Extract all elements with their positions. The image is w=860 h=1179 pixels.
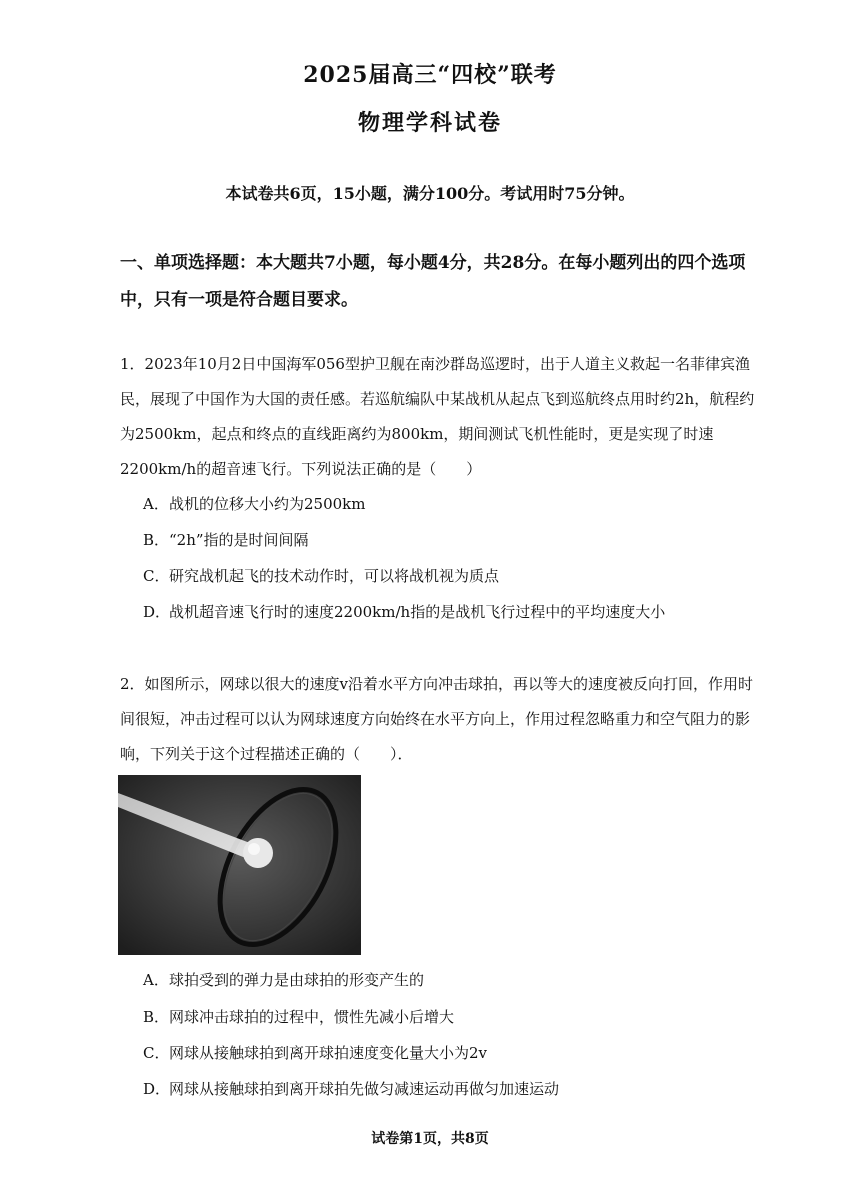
option-text: 网球冲击球拍的过程中，惯性先减小后增大 <box>169 1008 455 1026</box>
option-label: C． <box>143 1044 170 1062</box>
option-label: D． <box>143 603 171 621</box>
option-label: B． <box>143 531 170 549</box>
option-label: B． <box>143 1008 170 1026</box>
option-text: 网球从接触球拍到离开球拍先做匀减速运动再做匀加速运动 <box>169 1080 560 1098</box>
page-footer: 试卷第1页，共8页 <box>371 1131 489 1147</box>
option-label: D． <box>143 1080 171 1098</box>
question-1-option-c <box>143 565 743 586</box>
option-label: A． <box>143 495 169 513</box>
section-heading: 一、单项选择题：本大题共7小题，每小题4分，共28分。在每小题列出的四个选项中，只有一项是符合题目要求。 <box>120 253 746 310</box>
option-label: A． <box>143 971 169 989</box>
exam-title: 2025届高三“四校”联考 <box>303 62 557 88</box>
question-1-stem: 1．2023年10月2日中国海军056型护卫舰在南沙群岛巡逻时，出于人道主义救起一名菲律宾渔民，展现了中国作为大国的责任感。若巡航编队中某战机从起点飞到巡航终点用时约2h，航程约为2500km，起点和终点的直线距离约为800km，期间测试飞机性能时，更是实现了时速2200km/h的超音速飞行。下列说法正确的是（ ） <box>120 355 755 478</box>
question-1-option-b <box>143 529 743 550</box>
question-2-option-b <box>143 1006 743 1027</box>
question-2-stem: 2．如图所示，网球以很大的速度v沿着水平方向冲击球拍，再以等大的速度被反向打回，作用时间很短，冲击过程可以认为网球速度方向始终在水平方向上，作用过程忽略重力和空气阻力的影响，下列关于这个过程描述正确的（ ）． <box>120 675 754 763</box>
exam-subject: 物理学科试卷 <box>357 110 502 136</box>
option-label: C． <box>143 567 170 585</box>
question-1-option-a <box>143 493 743 514</box>
option-text: 网球从接触球拍到离开球拍速度变化量大小为2v <box>169 1044 488 1062</box>
question-2-option-d <box>143 1078 743 1099</box>
option-text: 战机的位移大小约为2500km <box>169 495 366 513</box>
question-1-option-d <box>143 601 743 622</box>
option-text: 战机超音速飞行时的速度2200km/h指的是战机飞行过程中的平均速度大小 <box>169 603 666 621</box>
option-text: “2h”指的是时间间隔 <box>169 531 309 549</box>
question-2-option-c <box>143 1042 743 1063</box>
option-text: 研究战机起飞的技术动作时，可以将战机视为质点 <box>169 567 500 585</box>
question-2-option-a <box>143 969 743 990</box>
exam-info: 本试卷共6页，15小题，满分100分。考试用时75分钟。 <box>225 184 635 203</box>
option-text: 球拍受到的弹力是由球拍的形变产生的 <box>169 971 425 989</box>
tennis-racket-photo <box>118 775 361 955</box>
tennis-racket-illustration <box>118 775 361 955</box>
